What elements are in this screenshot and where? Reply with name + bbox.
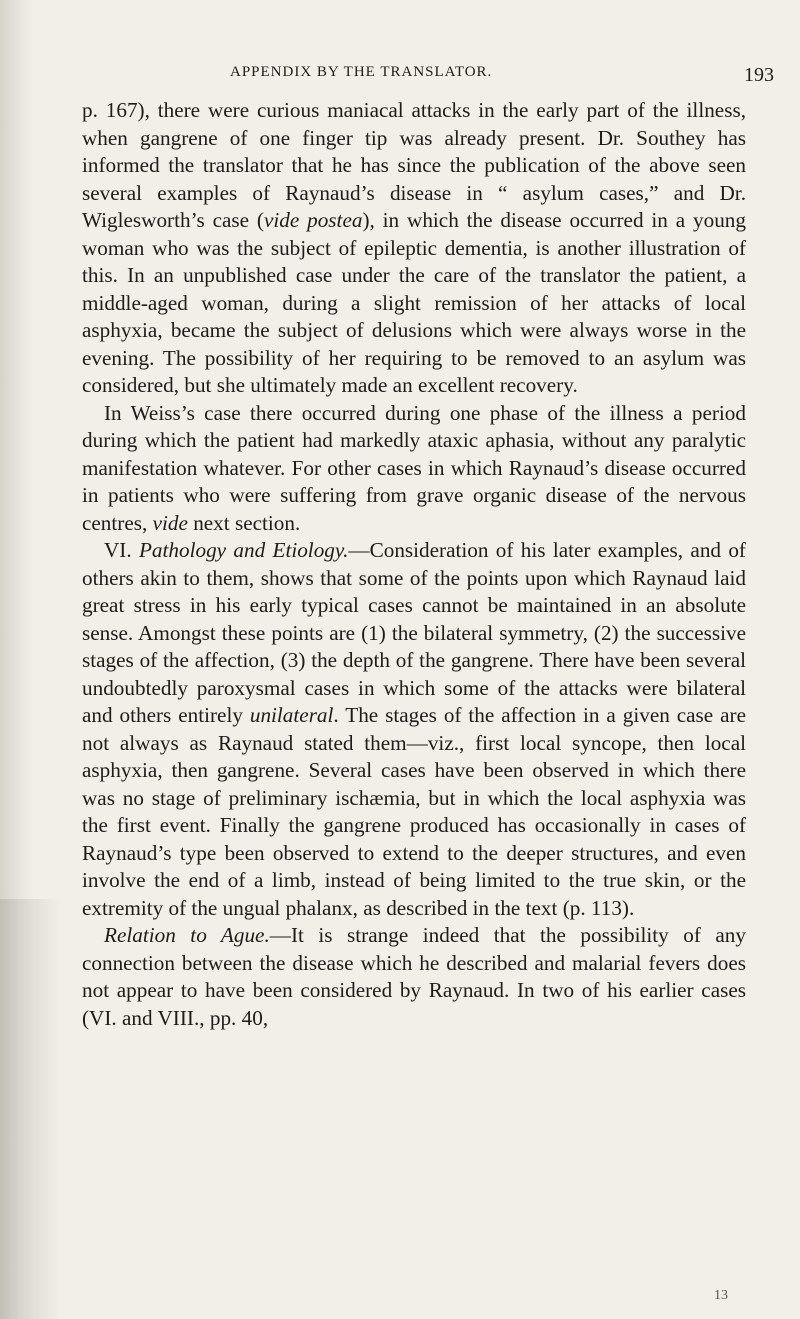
signature-mark: 13 [714,1288,728,1303]
paragraph [82,400,746,538]
italic-text: Relation to Ague. [104,923,270,947]
text-run: —It is strange indeed that the possibility of any connection between the disease which he described and malarial fevers does not appear to have been considered by Raynaud. In two of his earlier cases (VI. and VIII., pp. 40, [82,923,746,1030]
text-run: VI. [104,538,139,562]
paragraph [82,922,746,1032]
text-run: —Consideration of his later examples, and of others akin to them, shows that some of the points upon which Raynaud laid great stress in his early typical cases cannot be maintained in an absolute sense. Amongst these points are (1) the bilateral symmetry, (2) the successive stages of the affection, (3) the depth of the gangrene. There have been several undoubtedly paroxysmal cases in which some of the attacks were bilateral and others entirely [82,538,746,727]
body-text [82,97,746,1032]
italic-text: Pathology and Etiology. [138,538,349,562]
text-run: next section. [187,510,301,535]
text-run: . The stages of the affection in a given case are not always as Raynaud stated them—viz., first local syncope, then local asphyxia, then gangrene. Several cases have been observed in which there was no stage of preliminary ischæmia, but in which the local asphyxia was the first event. Finally the gangrene produced has occasionally in cases of Raynaud’s type been observed to extend to the deeper structures, and even involve the end of a limb, instead of being limited to the true skin, or the extremity of the ungual phalanx, as described in the text (p. 113). [82,703,746,920]
text-run: In Weiss’s case there occurred during one phase of the illness a period during which the patient had markedly ataxic aphasia, without any paralytic manifestation whatever. For other cases in which Raynaud’s disease occurred in patients who were suffering from grave organic disease of the nervous centres, [82,400,746,535]
italic-text: unilateral [249,703,334,727]
page-gutter-shadow-bottom [0,899,60,1319]
page-header [0,64,800,86]
paragraph [82,537,746,922]
italic-text: vide postea [263,208,363,232]
paragraph [82,97,746,400]
text-run: ), in which the disease occurred in a young woman who was the subject of epileptic dementia, is another illustration of this. In an unpublished case under the care of the translator the patient, a middle-aged woman, during a slight remission of her attacks of local asphyxia, became the subject of delusions which were always worse in the evening. The possibility of her requiring to be removed to an asylum was considered, but she ultimately made an excellent recovery. [82,208,746,397]
running-head: APPENDIX BY THE TRANSLATOR. [230,64,493,80]
italic-text: vide [152,510,188,535]
text-run: p. 167), there were curious maniacal attacks in the early part of the illness, when gangrene of one finger tip was already present. Dr. Southey has informed the translator that he has since the publication of the above seen several examples of Raynaud’s disease in “ asylum cases,” and Dr. Wiglesworth’s case ( [82,98,746,232]
page-number: 193 [744,64,774,86]
